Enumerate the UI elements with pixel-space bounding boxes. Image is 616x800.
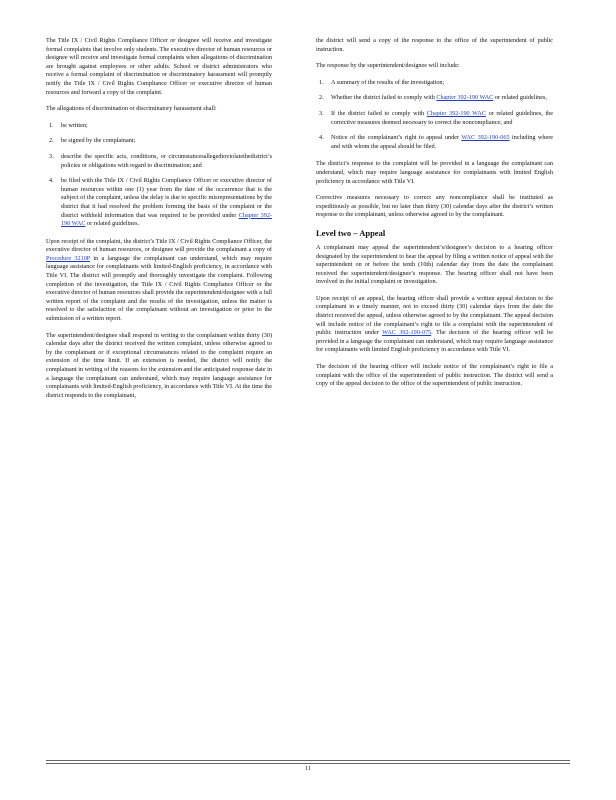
chapter-link[interactable]: Chapter 392-190 WAC: [436, 94, 494, 102]
list-item: [316, 94, 553, 103]
text-segment: . The decision of the hearing officer will be provided in a language the complainant can understand, which may require language assistance for complainants with limited English proficiency in accordance with Title VI.: [316, 329, 553, 354]
list-item: [316, 79, 553, 88]
wac-link[interactable]: WAC 392-190-075: [382, 329, 432, 337]
list-item-text: If the district failed to comply with: [331, 109, 425, 117]
response-list: [316, 79, 553, 152]
list-item: [316, 110, 553, 127]
text-segment: in a language the complainant can understand, which may require language assistance for complainants with limited-English proficiency, in accordance with Title VI. The district will promptly and thoroughly investigate the complaint. Following completion of the investigation, the Title IX / Civil Rights Compliance Officer or the executive director of human resources shall provide the superintendent/designee with a full written report of the complaint and the results of the investigation, unless the matter is resolved to the satisfaction of the complainant without an investigation or prior to the submission of a written report.: [46, 254, 273, 323]
list-number: 3.: [319, 109, 324, 117]
allegations-list: [46, 122, 272, 229]
complaint-intake-paragraph: The Title IX / Civil Rights Compliance Officer or designee will receive and investigate formal complaints that involve only students. The executive director of human resources or designee will receive and investigate formal complaints when allegations of discrimination are brought against employees or other adults. School or district administrators who receive a formal complaint of discrimination or discriminatory harassment will promptly notify the Title IX / Civil Rights Compliance Officer or executive director of human resources and forward a copy of the complaint.: [46, 37, 272, 96]
chapter-link[interactable]: Chapter 392-190 WAC: [61, 211, 272, 228]
list-item-text: be signed by the complainant;: [61, 137, 136, 145]
text-segment: Upon receipt of the complaint, the district’s Title IX / Civil Rights Compliance Officer, the executive director of human resources, or designee will provide the complainant a copy of: [46, 237, 272, 254]
list-item: [46, 137, 272, 146]
list-item-tail: or related guidelines.: [87, 220, 140, 228]
response-paragraph: The superintendent/designee shall respond in writing to the complainant within thirty (30) calendar days after the district received the written complaint, unless otherwise agreed to by the complainant or if exceptional circumstances related to the complaint require an extension of the time limit. If an extension is needed, the district will notify the complainant in writing of the reasons for the extension and the anticipated response date in a language the complainant can understand, which may require language assistance for complainants with limited-English proficiency, in accordance with Title VI. At the time the district responds to the complainant,: [46, 331, 272, 399]
corrective-measures-paragraph: Corrective measures necessary to correct any noncompliance shall be instituted as expeditiously as possible, but no later than thirty (30) calendar days after the district’s written response to the complainant, unless otherwise agreed to by the complainant.: [316, 194, 553, 219]
list-item-text: A summary of the results of the investigation;: [331, 78, 445, 86]
chapter-link[interactable]: Chapter 392-190 WAC: [426, 109, 486, 117]
response-includes-intro: The response by the superintendent/designee will include:: [316, 62, 460, 70]
list-item: [46, 153, 272, 170]
list-item-text: be filed with the Title IX / Civil Rights Compliance Officer or executive director of human resources within one (1) year from the date of the occurrence that is the subject of the complaint, unless the delay is due to specific misrepresentations by the district that it had resolved the problem forming the basis of the complaint or the district withheld information that was required to be provided under: [61, 177, 272, 219]
page-number: 11: [305, 766, 311, 772]
list-item: [46, 177, 272, 229]
procedure-link[interactable]: Procedure 3210P: [46, 254, 91, 262]
list-item: [46, 122, 272, 131]
list-number: 4.: [319, 134, 324, 142]
list-number: 4.: [49, 177, 54, 185]
list-item-text: describe the specific acts, conditions, or circumstancesallegedtoviolatethedistrict’s policies or obligations with regard to discrimination; and: [61, 152, 272, 169]
footer-divider: [46, 760, 570, 761]
right-column: [316, 37, 553, 397]
list-number: 2.: [49, 137, 54, 145]
list-item-text: Whether the district failed to comply with: [331, 94, 435, 102]
list-number: 2.: [319, 94, 324, 102]
list-number: 1.: [49, 121, 54, 129]
allegations-intro: The allegations of discrimination or discriminatory harassment shall:: [46, 105, 217, 113]
list-item-tail: or related guidelines, the corrective measures deemed necessary to correct the noncompliance; and: [331, 109, 553, 126]
section-heading: Level two – Appeal: [316, 227, 386, 238]
footer-divider: [46, 763, 570, 764]
text-segment: Upon receipt of an appeal, the hearing officer shall provide a written appeal decision to the complainant in a timely manner, not to exceed thirty (30) calendar days from the date the district received the appeal, unless otherwise agreed to by the complainant. The appeal decision will include notice of the complainant’s right to file a complaint with the superintendent of public instruction under: [316, 294, 553, 337]
language-paragraph: The district’s response to the complaint will be provided in a language the complainant can understand, which may require language assistance for complainants with limited English proficiency in accordance with Title VI.: [316, 160, 553, 185]
investigation-paragraph: [46, 238, 272, 324]
list-number: 3.: [49, 152, 54, 160]
list-item-tail: or related guidelines,: [494, 94, 547, 102]
list-item-text: Notice of the complainant’s right to appeal under: [331, 134, 459, 142]
hearing-officer-paragraph: The decision of the hearing officer will include notice of the complainant’s right to file a complaint with the office of the superintendent of public instruction. The district will send a copy of the appeal decision to the office of the superintendent of public instruction.: [316, 363, 553, 388]
list-item: [316, 134, 553, 151]
list-number: 1.: [319, 78, 324, 86]
wac-link[interactable]: WAC 392-190-065: [461, 134, 510, 142]
appeal-paragraph: A complainant may appeal the superintendent’s/designee’s decision to a hearing officer designated by the superintendent to hear the appeal by filing a written notice of appeal with the superintendent on or before the tenth (10th) calendar day from the date the complainant received the superintendent/designee’s response. The hearing officer shall not have been involved in the initial complaint or investigation.: [316, 243, 553, 286]
left-column: [46, 37, 272, 408]
list-item-text: be written;: [61, 121, 88, 129]
copy-to-ospi-paragraph: the district will send a copy of the response to the office of the superintendent of public instruction.: [316, 37, 553, 53]
list-item-tail: including where and with whom the appeal should be filed.: [331, 134, 554, 150]
appeal-decision-paragraph: [316, 295, 553, 355]
